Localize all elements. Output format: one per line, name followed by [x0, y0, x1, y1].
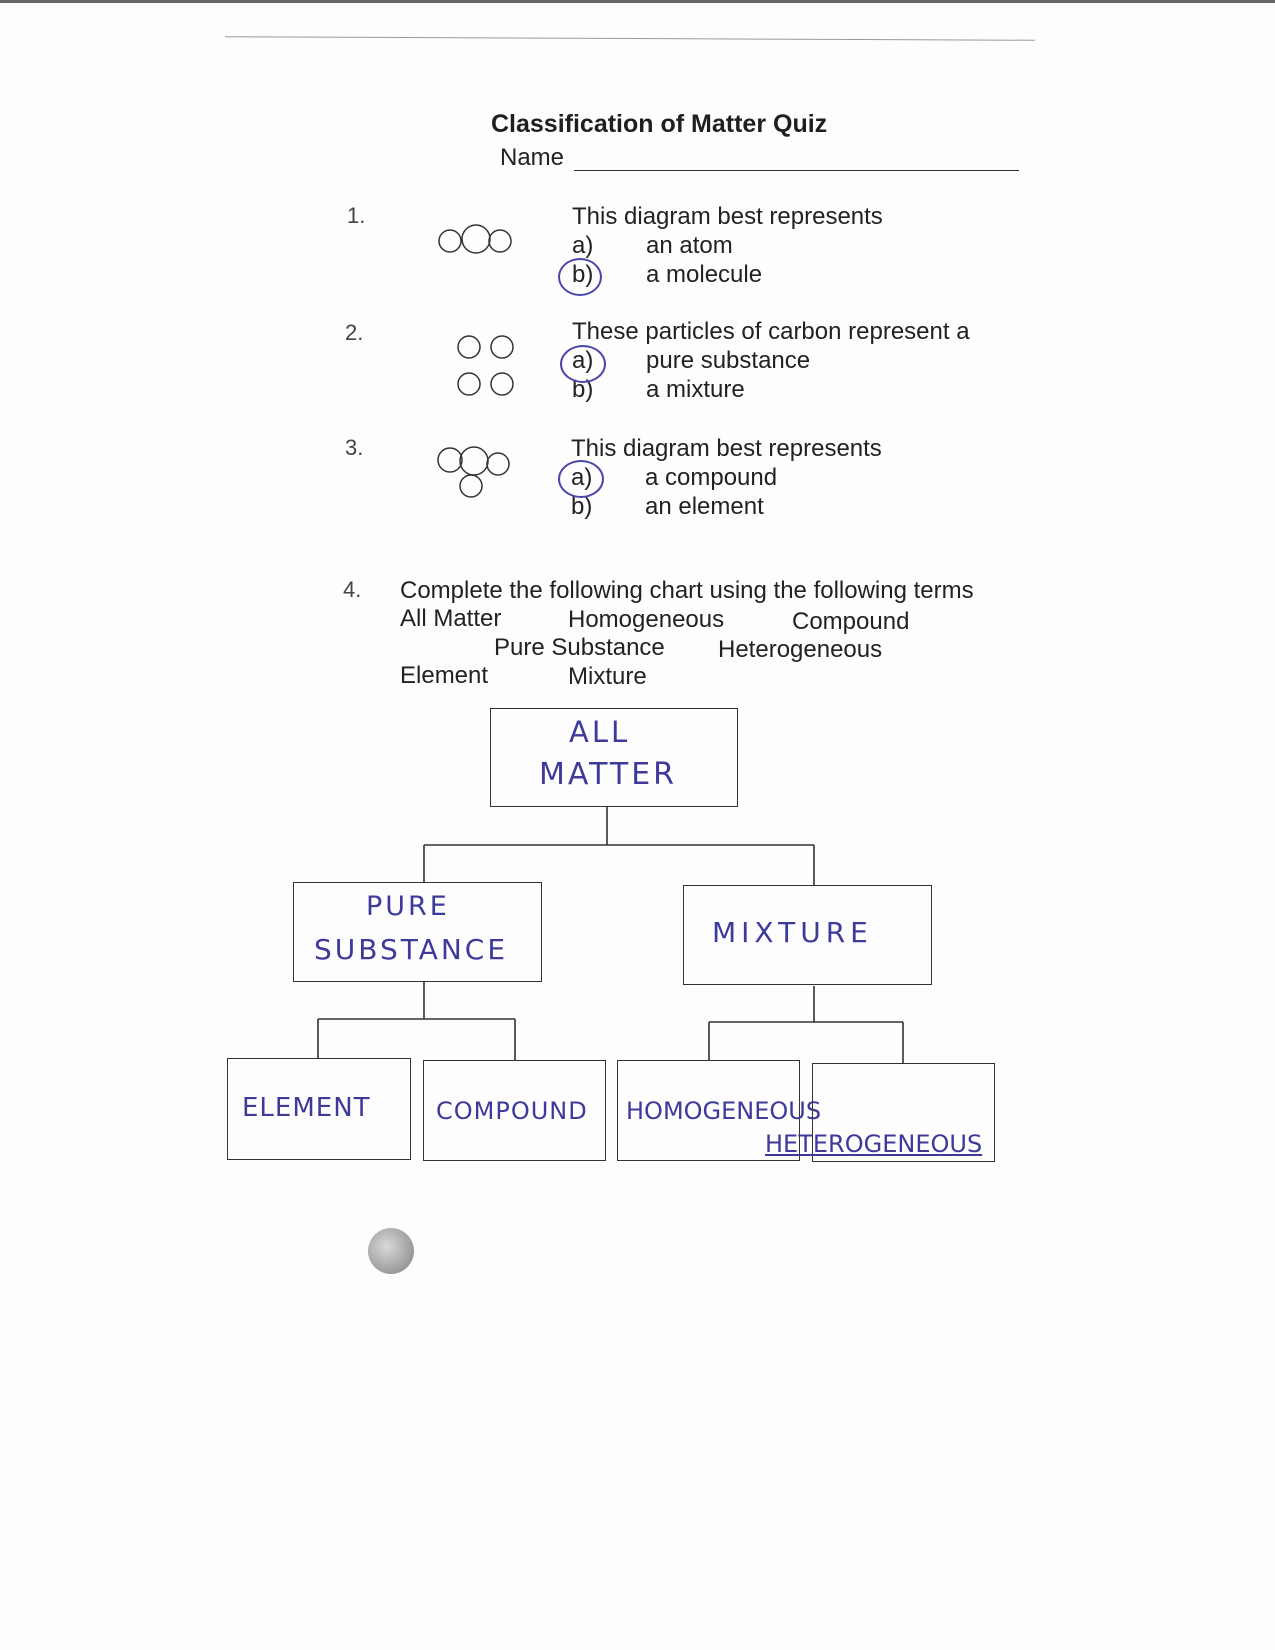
- chart-box-heterogeneous[interactable]: [765, 1063, 995, 1162]
- question-1-option-b-text: a molecule: [646, 261, 763, 288]
- scan-smudge: [368, 1228, 414, 1274]
- chart-box-compound[interactable]: [423, 1060, 606, 1161]
- pure-substance-answer-line1: PURE: [366, 891, 450, 922]
- question-1-number: 1.: [347, 203, 366, 228]
- question-3-prompt: This diagram best represents: [571, 435, 882, 462]
- question-1-option-b-letter[interactable]: b): [572, 261, 594, 288]
- name-label: Name: [500, 144, 565, 171]
- term-mixture: Mixture: [568, 663, 647, 690]
- question-2-option-b-letter[interactable]: b): [572, 376, 594, 403]
- chart-box-root[interactable]: [490, 708, 738, 807]
- root-answer-line2: MATTER: [539, 757, 677, 792]
- question-1-prompt: This diagram best represents: [572, 203, 883, 230]
- question-2-option-b-text: a mixture: [646, 376, 745, 403]
- root-answer-line1: ALL: [569, 715, 631, 749]
- compound-answer: COMPOUND: [436, 1097, 588, 1125]
- question-1-option-a-letter[interactable]: a): [572, 232, 594, 259]
- question-2-prompt: These particles of carbon represent a: [572, 318, 970, 345]
- question-4-prompt: Complete the following chart using the following terms: [400, 577, 974, 604]
- question-1-option-a-text: an atom: [646, 232, 733, 259]
- chart-box-element[interactable]: [227, 1058, 411, 1160]
- question-3-option-a-letter[interactable]: a): [571, 464, 593, 491]
- question-2-option-a-text: pure substance: [646, 347, 811, 374]
- term-homogeneous: Homogeneous: [568, 606, 725, 633]
- question-2-option-a-letter[interactable]: a): [572, 347, 594, 374]
- term-element: Element: [400, 662, 489, 689]
- chart-box-mixture[interactable]: [683, 885, 932, 985]
- question-2-number: 2.: [345, 320, 364, 345]
- question-4-number: 4.: [343, 577, 362, 602]
- term-heterogeneous: Heterogeneous: [718, 636, 883, 663]
- question-3-option-b-letter[interactable]: b): [571, 493, 593, 520]
- chart-box-pure-substance[interactable]: [293, 882, 542, 982]
- question-3-option-b-text: an element: [645, 493, 764, 520]
- pure-substance-answer-line2: SUBSTANCE: [314, 933, 509, 966]
- term-pure-substance: Pure Substance: [494, 634, 665, 661]
- question-3-option-a-text: a compound: [645, 464, 778, 491]
- element-answer: ELEMENT: [242, 1093, 371, 1123]
- homogeneous-answer: HOMOGENEOUS: [626, 1097, 822, 1125]
- heterogeneous-answer: HETEROGENEOUS: [765, 1130, 983, 1158]
- term-compound: Compound: [792, 608, 910, 635]
- page-title: Classification of Matter Quiz: [491, 110, 828, 138]
- term-all-matter: All Matter: [400, 605, 502, 632]
- mixture-answer: MIXTURE: [712, 916, 873, 949]
- question-3-number: 3.: [345, 435, 364, 460]
